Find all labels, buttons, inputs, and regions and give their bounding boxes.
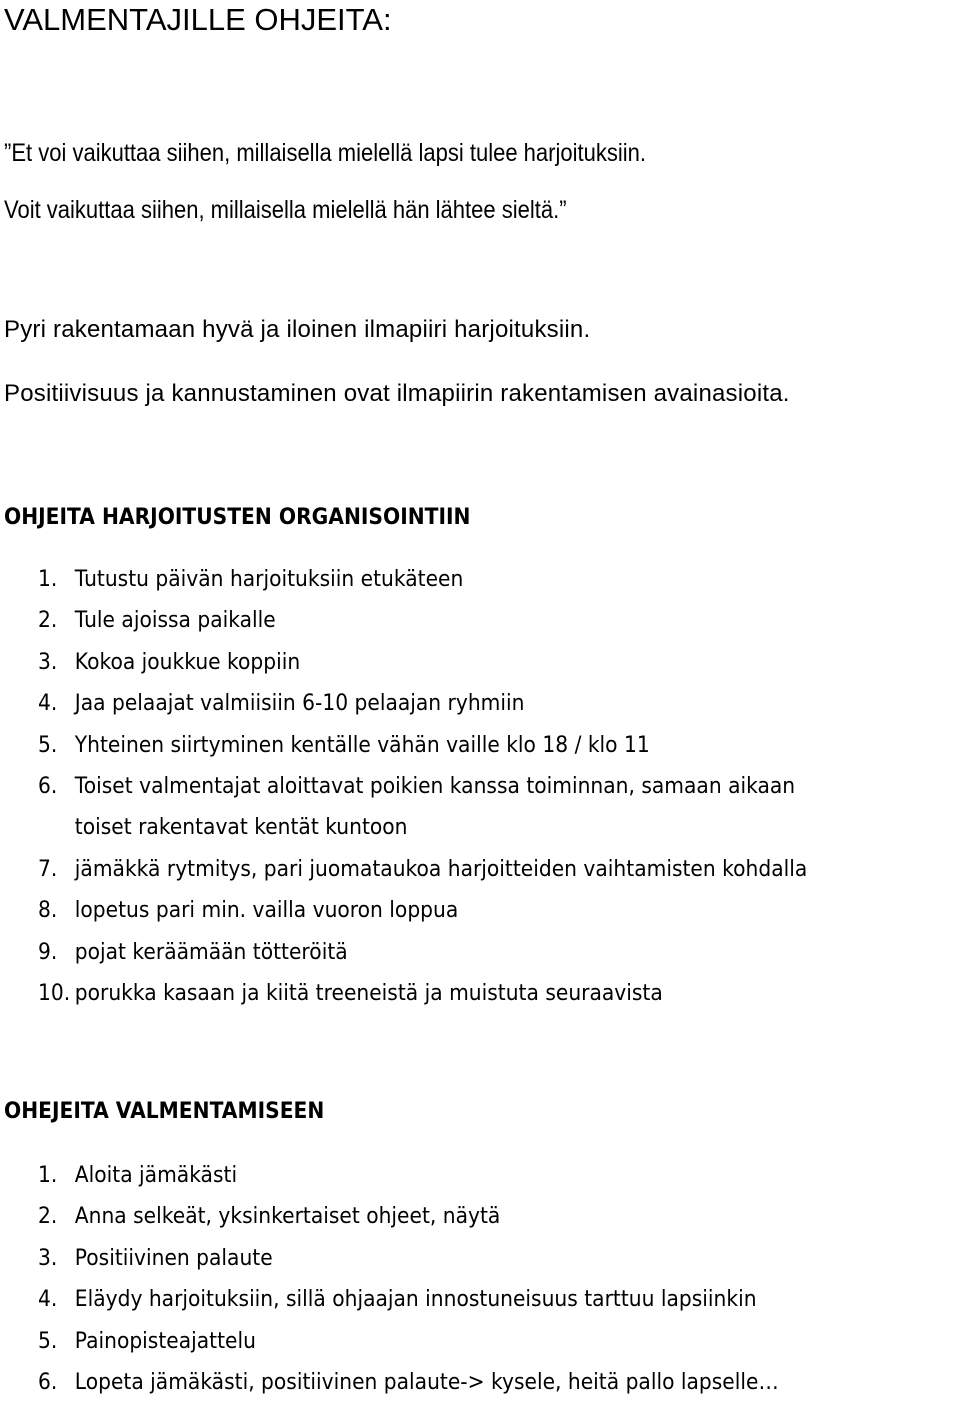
item-number: 4. xyxy=(38,1287,58,1313)
list-item xyxy=(38,1279,779,1320)
list-item xyxy=(38,932,807,973)
intro-line-1: Pyri rakentamaan hyvä ja iloinen ilmapiiri harjoituksiin. xyxy=(4,316,591,343)
item-text: Yhteinen siirtyminen kentälle vähän vaille klo 18 / klo 11 xyxy=(74,732,650,758)
item-number: 5. xyxy=(38,732,58,758)
list-item xyxy=(38,683,807,724)
item-number: 5. xyxy=(38,1328,58,1354)
item-number: 3. xyxy=(38,649,58,675)
item-number: 9. xyxy=(38,939,58,965)
quote-line-1: ”Et voi vaikuttaa siihen, millaisella mielellä lapsi tulee harjoituksiin. xyxy=(4,139,646,167)
item-number: 1. xyxy=(38,567,58,592)
list-item xyxy=(38,849,807,890)
list-item xyxy=(38,1238,779,1279)
list-item xyxy=(38,1196,779,1237)
page-title: VALMENTAJILLE OHJEITA: xyxy=(4,2,392,37)
list-item xyxy=(38,642,807,683)
item-text: Anna selkeät, yksinkertaiset ohjeet, näytä xyxy=(74,1204,501,1230)
item-text: Eläydy harjoituksiin, sillä ohjaajan innostuneisuus tarttuu lapsiinkin xyxy=(74,1287,757,1313)
item-text: Jaa pelaajat valmiisiin 6-10 pelaajan ryhmiin xyxy=(74,691,525,717)
intro-line-2: Positiivisuus ja kannustaminen ovat ilmapiirin rakentamisen avainasioita. xyxy=(4,380,790,407)
list-item xyxy=(38,725,807,766)
item-number: 2. xyxy=(38,1204,58,1230)
item-text: Aloita jämäkästi xyxy=(74,1163,238,1188)
item-text: Tule ajoissa paikalle xyxy=(74,608,276,634)
item-number: 2. xyxy=(38,608,58,634)
item-text: lopetus pari min. vailla vuoron loppua xyxy=(74,898,459,924)
list-item xyxy=(38,1321,779,1362)
item-number: 8. xyxy=(38,898,58,924)
list-item xyxy=(38,890,807,931)
item-text: Kokoa joukkue koppiin xyxy=(74,649,301,675)
quote-line-2: Voit vaikuttaa siihen, millaisella mielellä hän lähtee sieltä.” xyxy=(4,196,567,224)
list-item xyxy=(38,1155,779,1196)
list-item xyxy=(38,766,807,849)
coaching-list xyxy=(38,1155,843,1403)
organisation-list xyxy=(38,559,874,1014)
item-number: 10. xyxy=(38,981,71,1007)
item-text: pojat keräämään tötteröitä xyxy=(74,939,348,965)
item-number: 3. xyxy=(38,1245,58,1271)
item-number: 4. xyxy=(38,691,58,717)
item-number: 6. xyxy=(38,774,58,800)
list-item xyxy=(38,973,807,1014)
item-text: Toiset valmentajat aloittavat poikien kanssa toiminnan, samaan aikaan xyxy=(74,774,796,800)
item-text: Lopeta jämäkästi, positiivinen palaute-> kysele, heitä pallo lapselle… xyxy=(74,1370,779,1396)
item-number: 6. xyxy=(38,1370,58,1396)
item-number: 7. xyxy=(38,856,58,882)
item-text-continued: toiset rakentavat kentät kuntoon xyxy=(74,815,408,841)
item-text: porukka kasaan ja kiitä treeneistä ja muistuta seuraavista xyxy=(74,981,663,1007)
item-text: jämäkkä rytmitys, pari juomataukoa harjoitteiden vaihtamisten kohdalla xyxy=(74,856,808,882)
list-item xyxy=(38,1362,779,1403)
section-heading-coaching: OHEJEITA VALMENTAMISEEN xyxy=(4,1099,325,1124)
list-item xyxy=(38,559,807,600)
item-text: Positiivinen palaute xyxy=(74,1245,273,1271)
list-item xyxy=(38,600,807,641)
item-number: 1. xyxy=(38,1163,58,1188)
item-text: Painopisteajattelu xyxy=(74,1328,256,1354)
section-heading-organisation: OHJEITA HARJOITUSTEN ORGANISOINTIIN xyxy=(4,505,471,530)
item-text: Tutustu päivän harjoituksiin etukäteen xyxy=(74,567,464,592)
